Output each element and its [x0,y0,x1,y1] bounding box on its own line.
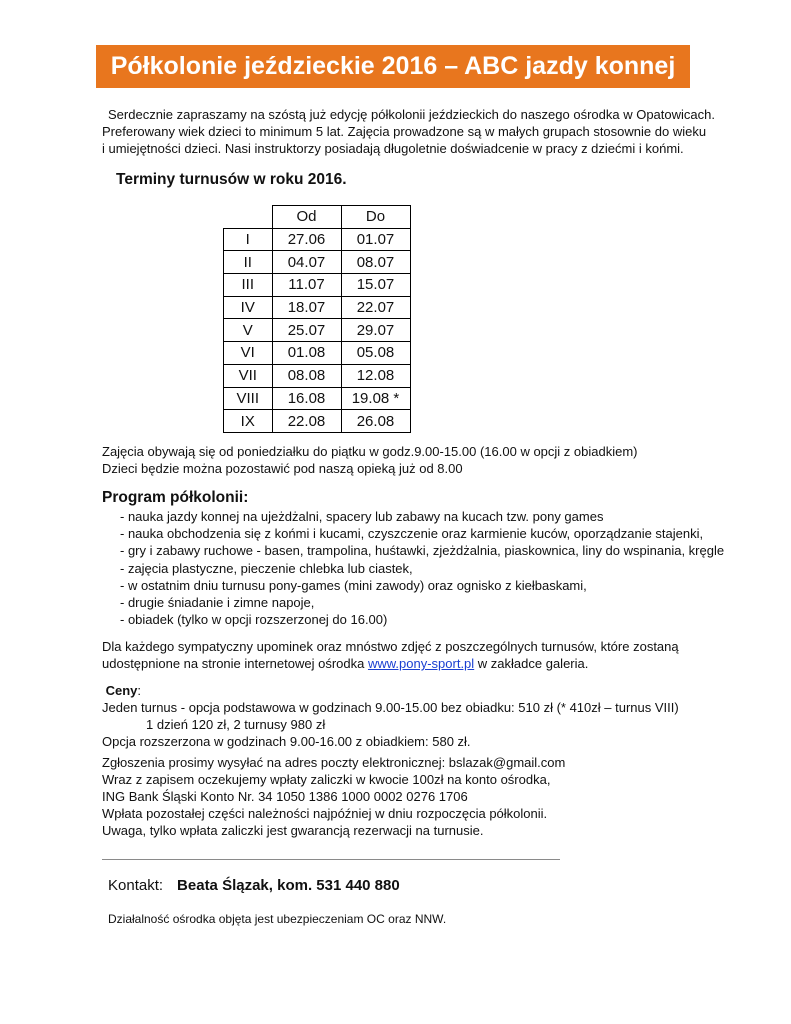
prices-info [102,682,679,750]
header-cell: Od [272,206,341,229]
prices-label-line [102,682,679,699]
list-item: - drugie śniadanie i zimne napoje, [120,595,315,611]
list-item: - nauka jazdy konnej na ujeżdżalni, spacery lub zabawy na kucach tzw. pony games [120,509,604,524]
end-date: 12.08 [341,364,410,387]
gift-line: Dla każdego sympatyczny upominek oraz mnóstwo zdjęć z poszczególnych turnusów, które zostaną [102,639,679,654]
gift-text: udostępnione na stronie internetowej ośrodka [102,656,368,671]
program-heading: Program półkolonii: [102,489,249,506]
start-date: 27.06 [272,228,341,251]
terms-table [223,205,411,433]
start-date: 04.07 [272,251,341,274]
gift-line [102,655,679,672]
price-basic: Jeden turnus - opcja podstawowa w godzinach 9.00-15.00 bez obiadku: 510 zł (* 410zł – turnus VIII) [102,700,679,715]
hours-info [102,443,637,477]
prices-label: Ceny [105,683,138,698]
end-date: 19.08 * [341,387,410,410]
table-row [224,387,411,410]
turnus-number: I [224,228,273,251]
price-extra: 1 dzień 120 zł, 2 turnusy 980 zł [146,717,326,732]
table-header-row [224,206,411,229]
start-date: 16.08 [272,387,341,410]
gift-text: w zakładce galeria. [474,656,589,671]
insurance-note: Działalność ośrodka objęta jest ubezpieczeniam OC oraz NNW. [108,912,447,926]
table-row [224,296,411,319]
hours-line: Dzieci będzie można pozostawić pod naszą opieką już od 8.00 [102,461,463,476]
intro-paragraph [102,106,715,157]
registration-info [102,754,565,839]
page-title: Półkolonie jeździeckie 2016 – ABC jazdy konnej [110,52,676,80]
start-date: 22.08 [272,410,341,433]
prices-colon: : [137,683,142,698]
turnus-number: IV [224,296,273,319]
price-extended: Opcja rozszerzona w godzinach 9.00-16.00 z obiadkiem: 580 zł. [102,734,471,749]
turnus-number: VII [224,364,273,387]
end-date: 22.07 [341,296,410,319]
divider [102,859,560,860]
turnus-number: V [224,319,273,342]
turnus-number: III [224,274,273,297]
list-item: - obiadek (tylko w opcji rozszerzonej do 16.00) [120,612,388,628]
contact-person: Beata Ślązak, kom. 531 440 880 [177,877,400,894]
intro-line: i umiejętności dzieci. Nasi instruktorzy posiadają długoletnie doświadcenie w pracy z dziećmi i końmi. [102,141,684,156]
list-item: - w ostatnim dniu turnusu pony-games (mini zawody) oraz ognisko z kiełbaskami, [120,577,587,593]
turnus-number: II [224,251,273,274]
table-row [224,410,411,433]
registration-line: ING Bank Śląski Konto Nr. 34 1050 1386 1000 0002 0276 1706 [102,789,468,804]
start-date: 11.07 [272,274,341,297]
registration-line: Wraz z zapisem oczekujemy wpłaty zaliczki w kwocie 100zł na konto ośrodka, [102,772,551,787]
table-row [224,364,411,387]
list-item: - nauka obchodzenia się z końmi i kucami, czyszczenie oraz karmienie kuców, oporządzanie stajenki, [120,526,704,542]
end-date: 29.07 [341,319,410,342]
table-row [224,251,411,274]
contact-info [108,877,400,894]
header-cell [224,206,273,229]
end-date: 01.07 [341,228,410,251]
intro-line: Serdecznie zapraszamy na szóstą już edycję półkolonii jeździeckich do naszego ośrodka w Opatowicach. [108,107,715,122]
table-row [224,228,411,251]
table-row [224,342,411,365]
list-item: - gry i zabawy ruchowe - basen, trampolina, huśtawki, zjeżdżalnia, piaskownica, liny do wspinania, kręgle [120,543,725,559]
turnus-number: IX [224,410,273,433]
start-date: 18.07 [272,296,341,319]
hours-line: Zajęcia obywają się od poniedziałku do piątku w godz.9.00-15.00 (16.00 w opcji z obiadkiem) [102,444,638,459]
registration-line: Uwaga, tylko wpłata zaliczki jest gwarancją rezerwacji na turnusie. [102,823,484,838]
registration-line: Zgłoszenia prosimy wysyłać na adres poczty elektronicznej: bslazak@gmail.com [102,755,566,770]
turnus-number: VIII [224,387,273,410]
start-date: 01.08 [272,342,341,365]
end-date: 15.07 [341,274,410,297]
title-banner [96,45,690,88]
end-date: 05.08 [341,342,410,365]
table-row [224,319,411,342]
list-item: - zajęcia plastyczne, pieczenie chlebka lub ciastek, [120,560,413,576]
registration-line: Wpłata pozostałej części należności najpóźniej w dniu rozpoczęcia półkolonii. [102,806,548,821]
contact-label: Kontakt: [108,877,164,894]
table-row [224,274,411,297]
turnus-number: VI [224,342,273,365]
terms-heading: Terminy turnusów w roku 2016. [116,171,347,188]
end-date: 08.07 [341,251,410,274]
start-date: 25.07 [272,319,341,342]
start-date: 08.08 [272,364,341,387]
gift-info [102,638,679,672]
end-date: 26.08 [341,410,410,433]
header-cell: Do [341,206,410,229]
intro-line: Preferowany wiek dzieci to minimum 5 lat. Zajęcia prowadzone są w małych grupach stosownie do wieku [102,124,707,139]
gallery-link[interactable]: www.pony-sport.pl [367,656,475,671]
program-list [120,508,724,628]
